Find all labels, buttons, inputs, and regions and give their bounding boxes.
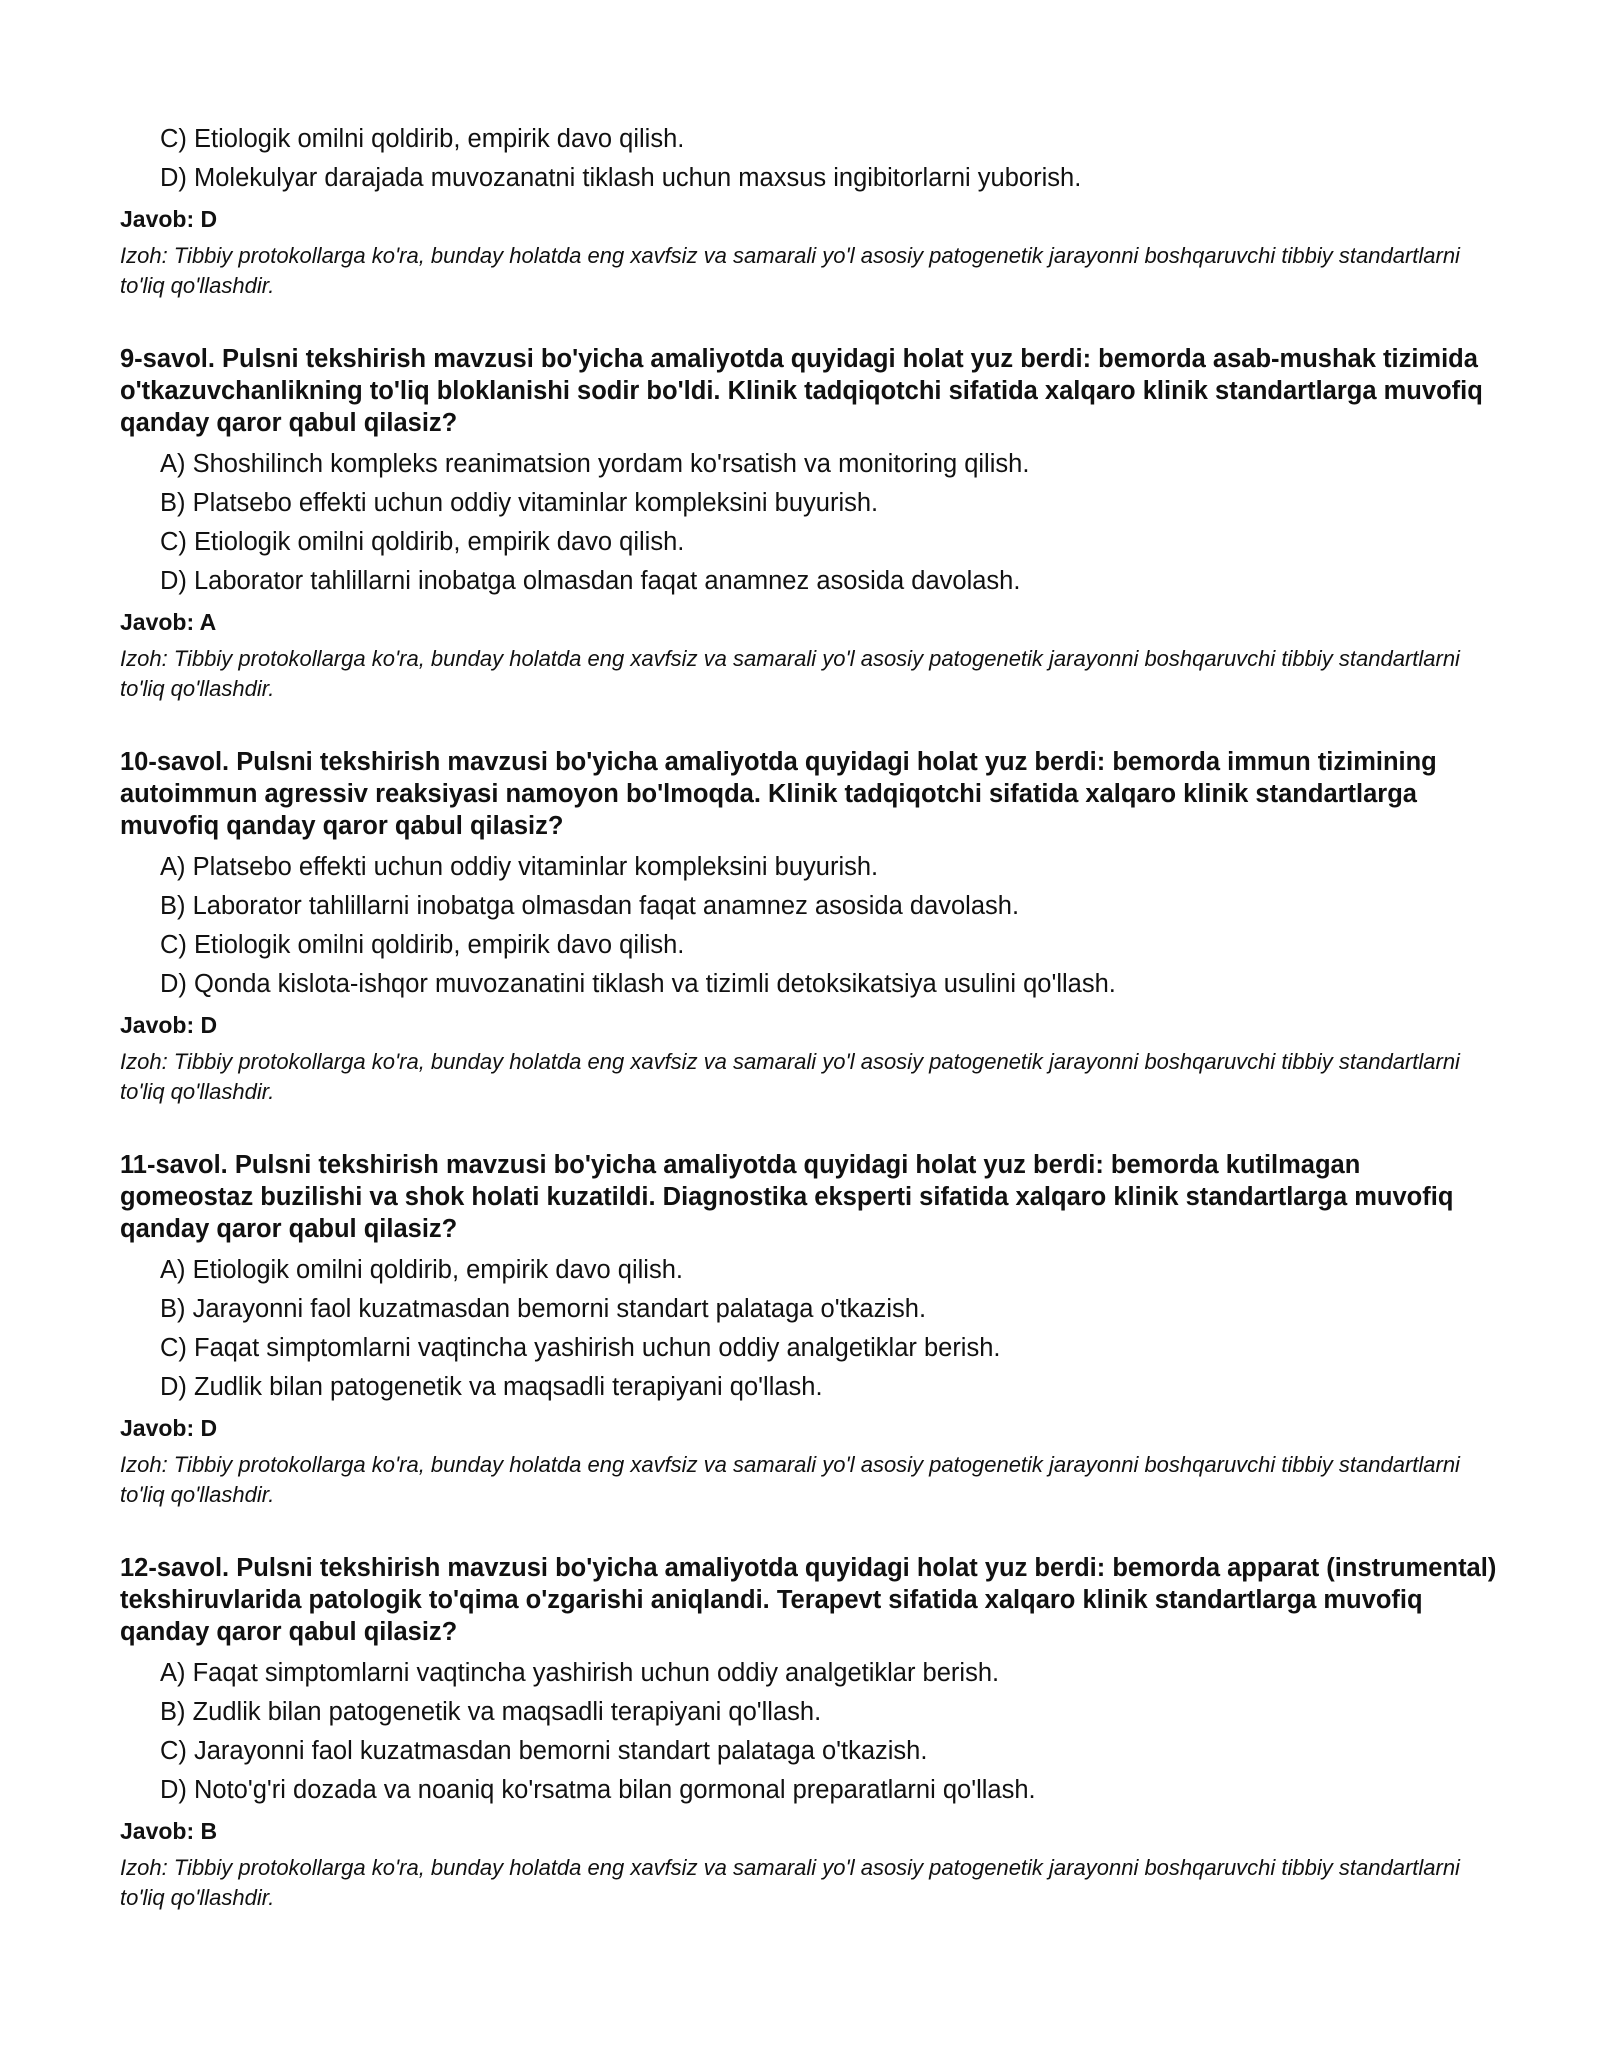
answer-label: Javob: D xyxy=(120,206,218,232)
option-d: D) Zudlik bilan patogenetik va maqsadli terapiyani qo'llash. xyxy=(160,1373,823,1401)
option-b: B) Platsebo effekti uchun oddiy vitaminlar kompleksini buyurish. xyxy=(160,489,879,517)
question-9 xyxy=(120,343,1500,704)
option-d: D) Qonda kislota-ishqor muvozanatini tiklash va tizimli detoksikatsiya usulini qo'llash. xyxy=(160,970,1116,998)
option-a: A) Platsebo effekti uchun oddiy vitaminlar kompleksini buyurish. xyxy=(160,853,879,881)
page-content xyxy=(120,124,1500,1913)
question-text: 9-savol. Pulsni tekshirish mavzusi bo'yicha amaliyotda quyidagi holat yuz berdi: bemorda asab-mushak tizimida o'tkazuvchanlikning to'liq bloklanishi sodir bo'ldi. Klinik tadqiqotchi sifatida xalqaro klinik standartlarga muvofiq qanday qaror qabul qilasiz? xyxy=(120,345,1483,437)
answer-label: Javob: B xyxy=(120,1818,218,1844)
question-11 xyxy=(120,1149,1500,1510)
option-a: A) Faqat simptomlarni vaqtincha yashirish uchun oddiy analgetiklar berish. xyxy=(160,1659,1000,1687)
option-c: C) Faqat simptomlarni vaqtincha yashirish uchun oddiy analgetiklar berish. xyxy=(160,1334,1001,1362)
option-a: A) Shoshilinch kompleks reanimatsion yordam ko'rsatish va monitoring qilish. xyxy=(160,450,1030,478)
question-text: 12-savol. Pulsni tekshirish mavzusi bo'yicha amaliyotda quyidagi holat yuz berdi: bemorda apparat (instrumental) tekshiruvlarida patologik to'qima o'zgarishi aniqlandi. Terapevt sifatida xalqaro klinik standartlarga muvofiq qanday qaror qabul qilasiz? xyxy=(120,1554,1497,1646)
option-d: D) Noto'g'ri dozada va noaniq ko'rsatma bilan gormonal preparatlarni qo'llash. xyxy=(160,1776,1036,1804)
question-text: 10-savol. Pulsni tekshirish mavzusi bo'yicha amaliyotda quyidagi holat yuz berdi: bemorda immun tizimining autoimmun agressiv reaksiyasi namoyon bo'lmoqda. Klinik tadqiqotchi sifatida xalqaro klinik standartlarga muvofiq qanday qaror qabul qilasiz? xyxy=(120,748,1437,840)
answer-label: Javob: D xyxy=(120,1012,218,1038)
answer-label: Javob: D xyxy=(120,1415,218,1441)
option-b: B) Jarayonni faol kuzatmasdan bemorni standart palataga o'tkazish. xyxy=(160,1295,927,1323)
explanation-note: Izoh: Tibbiy protokollarga ko'ra, bunday holatda eng xavfsiz va samarali yo'l asosiy patogenetik jarayonni boshqaruvchi tibbiy standartlarni to'liq qo'llashdir. xyxy=(120,1452,1460,1507)
option-a: A) Etiologik omilni qoldirib, empirik davo qilish. xyxy=(160,1256,683,1284)
explanation-note: Izoh: Tibbiy protokollarga ko'ra, bunday holatda eng xavfsiz va samarali yo'l asosiy patogenetik jarayonni boshqaruvchi tibbiy standartlarni to'liq qo'llashdir. xyxy=(120,646,1460,701)
question-10 xyxy=(120,746,1500,1107)
option-c: C) Etiologik omilni qoldirib, empirik davo qilish. xyxy=(160,528,685,556)
option-c: C) Etiologik omilni qoldirib, empirik davo qilish. xyxy=(160,931,685,959)
answer-label: Javob: A xyxy=(120,609,217,635)
option-d: D) Molekulyar darajada muvozanatni tiklash uchun maxsus ingibitorlarni yuborish. xyxy=(160,164,1082,192)
explanation-note: Izoh: Tibbiy protokollarga ko'ra, bunday holatda eng xavfsiz va samarali yo'l asosiy patogenetik jarayonni boshqaruvchi tibbiy standartlarni to'liq qo'llashdir. xyxy=(120,1049,1460,1104)
option-b: B) Laborator tahlillarni inobatga olmasdan faqat anamnez asosida davolash. xyxy=(160,892,1020,920)
question-text: 11-savol. Pulsni tekshirish mavzusi bo'yicha amaliyotda quyidagi holat yuz berdi: bemorda kutilmagan gomeostaz buzilishi va shok holati kuzatildi. Diagnostika eksperti sifatida xalqaro klinik standartlarga muvofiq qanday qaror qabul qilasiz? xyxy=(120,1151,1454,1243)
option-d: D) Laborator tahlillarni inobatga olmasdan faqat anamnez asosida davolash. xyxy=(160,567,1021,595)
option-c: C) Etiologik omilni qoldirib, empirik davo qilish. xyxy=(160,125,685,153)
question-8-tail xyxy=(120,124,1500,301)
question-12 xyxy=(120,1552,1500,1913)
explanation-note: Izoh: Tibbiy protokollarga ko'ra, bunday holatda eng xavfsiz va samarali yo'l asosiy patogenetik jarayonni boshqaruvchi tibbiy standartlarni to'liq qo'llashdir. xyxy=(120,1855,1460,1910)
explanation-note: Izoh: Tibbiy protokollarga ko'ra, bunday holatda eng xavfsiz va samarali yo'l asosiy patogenetik jarayonni boshqaruvchi tibbiy standartlarni to'liq qo'llashdir. xyxy=(120,243,1460,298)
option-b: B) Zudlik bilan patogenetik va maqsadli terapiyani qo'llash. xyxy=(160,1698,822,1726)
option-c: C) Jarayonni faol kuzatmasdan bemorni standart palataga o'tkazish. xyxy=(160,1737,928,1765)
